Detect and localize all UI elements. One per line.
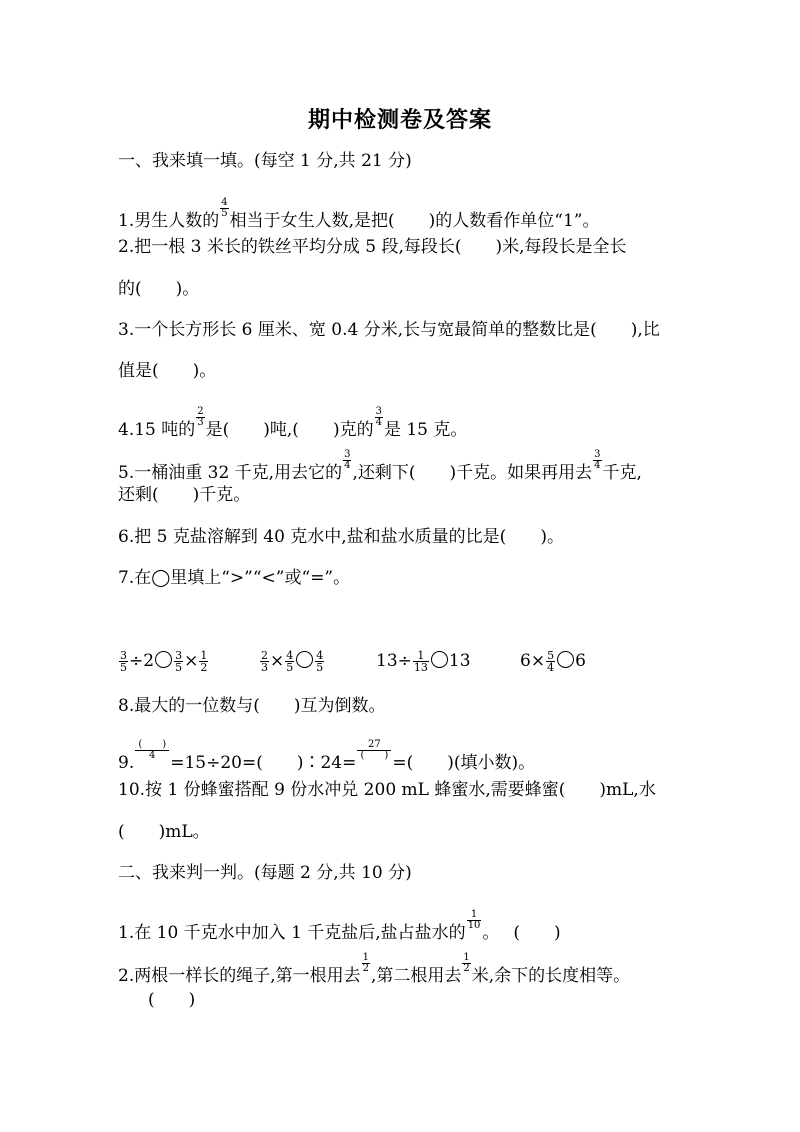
section1-heading: 一、我来填一填。(每空 1 分,共 21 分) [118, 151, 412, 171]
question-1-2-line1: 2.把一根 3 米长的铁丝平均分成 5 段,每段长( )米,每段长是全长 [118, 237, 627, 257]
compare-circle[interactable] [155, 651, 172, 668]
question-1-3-line1: 3.一个长方形长 6 厘米、宽 0.4 分米,长与宽最简单的整数比是( ),比 [118, 320, 660, 340]
question-1-5-line2: 还剩( )千克。 [118, 485, 251, 505]
fraction: $\frac{3}{4}$ [594, 449, 601, 471]
compare-circle[interactable] [296, 651, 313, 668]
fraction: $\frac{1}{2}$ [362, 952, 369, 974]
question-1-4: 4.15 吨的 $\frac{2}{3}$ 是( )吨,( )克的 $\frac{3}{4}$ 是 15 克。 [118, 406, 468, 440]
fraction: $\frac{3}{5}$ [120, 649, 127, 674]
compare-item-1: $\frac{3}{5}$ ÷2 $\frac{3}{5}$ × $\frac{1}{2}$ [120, 649, 208, 674]
question-1-2-line2: 的( )。 [118, 279, 200, 299]
compare-item-2: $\frac{2}{3}$ × $\frac{4}{5}$ $\frac{4}{5}$ [261, 649, 324, 674]
question-1-5-line1: 5.一桶油重 32 千克,用去它的 $\frac{3}{4}$ ,还剩下( )千克。如果再用去 $\frac{3}{4}$ 千克, [118, 449, 642, 483]
question-1-3-line2: 值是( )。 [118, 361, 217, 381]
question-1-9: 9. $\frac{( )}{4}$ =15÷20=( )∶24= $\frac{27}{( )}$ =( )(填小数)。 [118, 739, 536, 773]
fraction: $\frac{27}{( )}$ [357, 740, 391, 761]
question-2-1: 1.在 10 千克水中加入 1 千克盐后,盐占盐水的 $\frac{1}{10}$ 。 ( ) [118, 909, 561, 943]
compare-item-3: 13÷ $\frac{1}{13}$ 13 [376, 649, 471, 674]
fraction: $\frac{4}{5}$ [316, 649, 324, 674]
fraction: $\frac{4}{5}$ [286, 649, 294, 674]
question-1-8: 8.最大的一位数与( )互为倒数。 [118, 696, 386, 716]
page-title: 期中检测卷及答案 [307, 108, 492, 133]
question-1-6: 6.把 5 克盐溶解到 40 克水中,盐和盐水质量的比是( )。 [118, 527, 564, 547]
fraction: $\frac{2}{3}$ [197, 406, 204, 428]
section2-heading: 二、我来判一判。(每题 2 分,共 10 分) [118, 863, 412, 883]
question-2-2: 2.两根一样长的绳子,第一根用去 $\frac{1}{2}$ ,第二根用去 $\frac{1}{2}$ 米,余下的长度相等。 [118, 952, 631, 986]
fraction: $\frac{4}{5}$ [221, 197, 228, 219]
compare-item-4: 6× $\frac{5}{4}$ 6 [520, 649, 586, 674]
question-1-1: 1.男生人数的 $\frac{4}{5}$ 相当于女生人数,是把( )的人数看作单位“1”。 [118, 197, 600, 231]
fraction: $\frac{3}{5}$ [175, 649, 183, 674]
question-1-7: 7.在◯里填上“>”“<”或“=”。 [118, 568, 351, 588]
question-1-10-line1: 10.按 1 份蜂蜜搭配 9 份水冲兑 200 mL 蜂蜜水,需要蜂蜜( )mL,水 [118, 780, 656, 800]
fraction: $\frac{1}{10}$ [467, 909, 481, 931]
question-2-2-answer: ( ) [148, 990, 196, 1010]
question-1-10-line2: ( )mL。 [118, 822, 210, 842]
fraction: $\frac{5}{4}$ [547, 649, 555, 674]
fraction: $\frac{3}{4}$ [344, 449, 351, 471]
compare-circle[interactable] [557, 651, 574, 668]
fraction: $\frac{2}{3}$ [261, 649, 268, 674]
fraction: $\frac{1}{2}$ [463, 952, 470, 974]
fraction: $\frac{1}{13}$ [413, 649, 428, 674]
fraction: $\frac{( )}{4}$ [135, 740, 169, 761]
compare-circle[interactable] [431, 651, 448, 668]
fraction: $\frac{1}{2}$ [200, 649, 208, 674]
fraction: $\frac{3}{4}$ [375, 406, 382, 428]
